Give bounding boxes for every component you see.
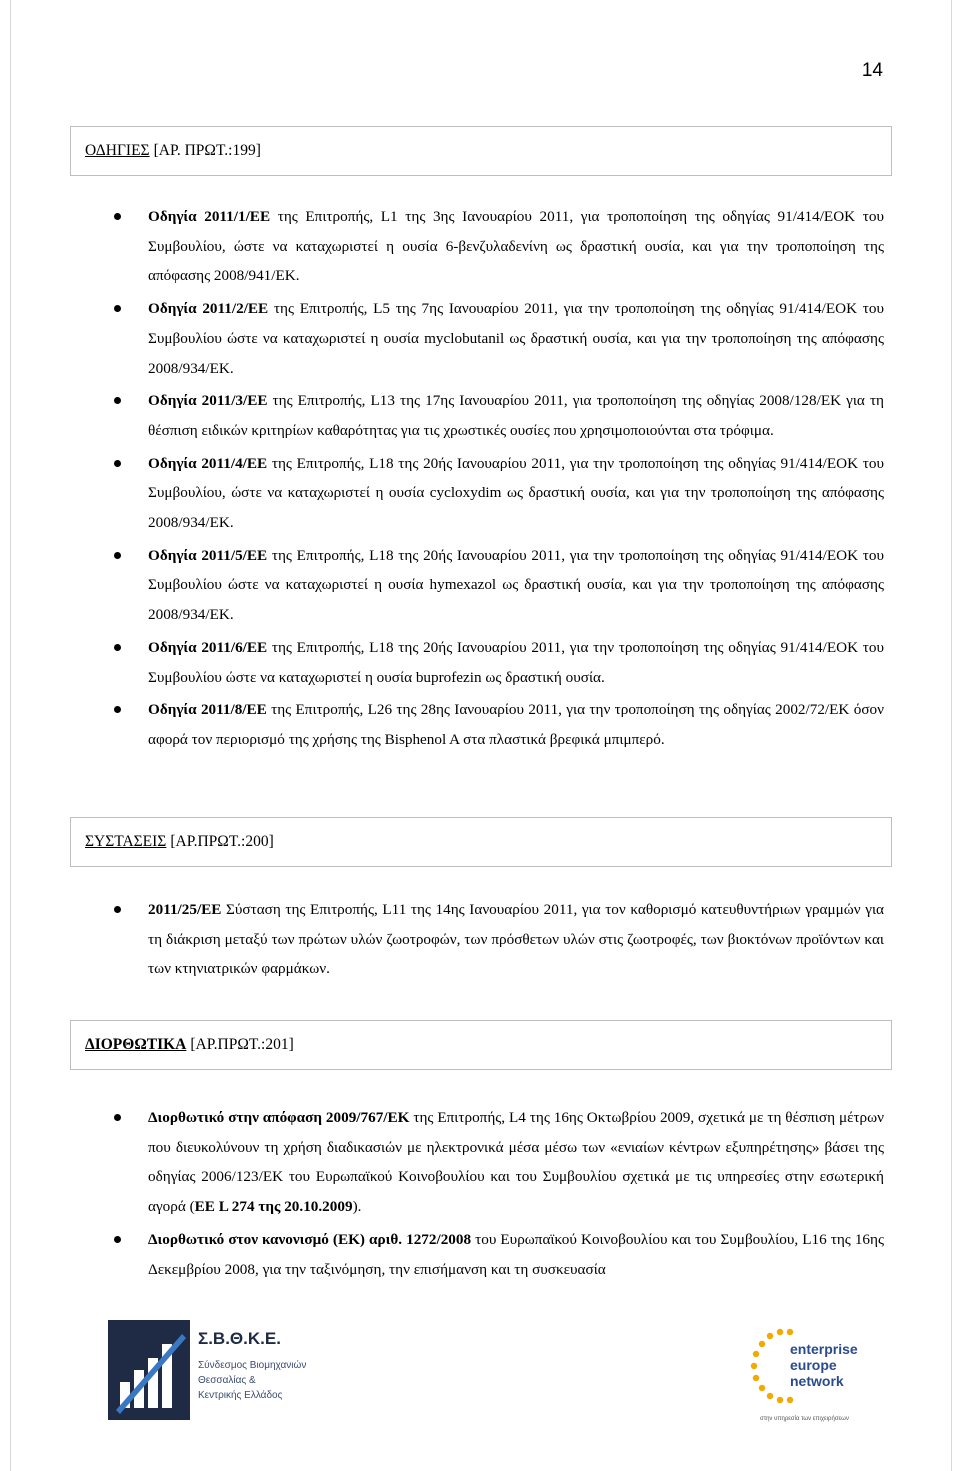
page-number: 14 [861, 60, 883, 81]
list-item: Οδηγία 2011/4/ΕΕ της Επιτροπής, L18 της 20ής Ιανουαρίου 2011, για την τροποποίηση της οδηγίας 91/414/ΕΟΚ του Συμβουλίου, ώστε να καταχωριστεί η ουσία cycloxydim ως δραστική ουσία, και για την τροποποίηση της απόφασης 2008/934/ΕΚ. [112, 449, 884, 538]
section-title: ΟΔΗΓΙΕΣ [85, 142, 150, 159]
corrigenda-list [112, 1103, 884, 1287]
recommendations-list [112, 895, 884, 987]
list-item: Διορθωτικό στον κανονισμό (ΕΚ) αριθ. 1272/2008 του Ευρωπαϊκού Κοινοβουλίου και του Συμβουλίου, L16 της 16ης Δεκεμβρίου 2008, για την ταξινόμηση, την επισήμανση και τη συσκευασία [112, 1225, 884, 1284]
directives-list [112, 202, 884, 758]
list-item: Διορθωτικό στην απόφαση 2009/767/ΕΚ της Επιτροπής, L4 της 16ης Οκτωβρίου 2009, σχετικά με τη θέσπιση μέτρων που διευκολύνουν τη χρήση διαδικασιών με ηλεκτρονικά μέσα μέσω των «ενιαίων κέντρων εξυπηρέτησης» βάσει της οδηγίας 2006/123/ΕΚ του Ευρωπαϊκού Κοινοβουλίου και του Συμβουλίου σχετικά με τις υπηρεσίες στην εσωτερική αγορά (ΕΕ L 274 της 20.10.2009). [112, 1103, 884, 1222]
list-item: Οδηγία 2011/3/ΕΕ της Επιτροπής, L13 της 17ης Ιανουαρίου 2011, για τροποποίηση της οδηγίας 2008/128/ΕΚ για τη θέσπιση ειδικών κριτηρίων καθαρότητας για τις χρωστικές ουσίες που χρησιμοποιούνται στα τρόφιμα. [112, 386, 884, 445]
list-item: Οδηγία 2011/5/ΕΕ της Επιτροπής, L18 της 20ής Ιανουαρίου 2011, για την τροποποίηση της οδηγίας 91/414/ΕΟΚ του Συμβουλίου ώστε να καταχωριστεί η ουσία hymexazol ως δραστική ουσία, και για την τροποποίηση της απόφασης 2008/934/ΕΚ. [112, 541, 884, 630]
list-item: Οδηγία 2011/1/ΕΕ της Επιτροπής, L1 της 3ης Ιανουαρίου 2011, για τροποποίηση της οδηγίας 91/414/ΕΟΚ του Συμβουλίου, ώστε να καταχωριστεί η ουσία 6-βενζυλαδενίνη ως δραστική ουσία, και για την τροποποίηση της απόφασης 2008/941/ΕΚ. [112, 202, 884, 291]
list-item: Οδηγία 2011/6/ΕΕ της Επιτροπής, L18 της 20ής Ιανουαρίου 2011, για την τροποποίηση της οδηγίας 91/414/ΕΟΚ του Συμβουλίου ώστε να καταχωριστεί η ουσία buprofezin ως δραστική ουσία. [112, 633, 884, 692]
section-ref: [ΑΡ.ΠΡΩΤ.:200] [170, 833, 274, 850]
svg-text:network: network [790, 1373, 844, 1389]
section-heading-recommendations [70, 817, 892, 867]
enterprise-europe-network-logo [740, 1316, 900, 1428]
svg-text:Κεντρικής Ελλάδος: Κεντρικής Ελλάδος [198, 1390, 283, 1401]
section-ref: [ΑΡ.ΠΡΩΤ.:201] [190, 1036, 294, 1053]
section-heading-directives [70, 126, 892, 176]
section-title: ΔΙΟΡΘΩΤΙΚΑ [85, 1036, 187, 1053]
svg-text:στην υπηρεσία των επιχειρήσεων: στην υπηρεσία των επιχειρήσεων [760, 1416, 849, 1422]
sbthke-logo [108, 1320, 323, 1420]
section-title: ΣΥΣΤΑΣΕΙΣ [85, 833, 167, 850]
list-item: 2011/25/ΕΕ Σύσταση της Επιτροπής, L11 της 14ης Ιανουαρίου 2011, για τον καθορισμό κατευθυντήριων γραμμών για τη διάκριση μεταξύ των πρώτων υλών ζωοτροφών, των πρόσθετων υλών στις ζωοτροφές, των βιοκτόνων προϊόντων και των κτηνιατρικών φαρμάκων. [112, 895, 884, 984]
svg-text:Σύνδεσμος Βιομηχανιών: Σύνδεσμος Βιομηχανιών [198, 1360, 307, 1371]
list-item: Οδηγία 2011/8/ΕΕ της Επιτροπής, L26 της 28ης Ιανουαρίου 2011, για την τροποποίηση της οδηγίας 2002/72/ΕΚ όσον αφορά τον περιορισμό της χρήσης της Bisphenol A στα πλαστικά βρεφικά μπιμπερό. [112, 695, 884, 754]
svg-text:Θεσσαλίας &: Θεσσαλίας & [198, 1375, 256, 1386]
list-item: Οδηγία 2011/2/ΕΕ της Επιτροπής, L5 της 7ης Ιανουαρίου 2011, για την τροποποίηση της οδηγίας 91/414/ΕΟΚ του Συμβουλίου ώστε να καταχωριστεί η ουσία myclobutanil ως δραστική ουσία, και για την τροποποίηση της απόφασης 2008/934/ΕΚ. [112, 294, 884, 383]
svg-text:enterprise: enterprise [790, 1341, 858, 1357]
svg-text:Σ.Β.Θ.Κ.Ε.: Σ.Β.Θ.Κ.Ε. [198, 1329, 281, 1348]
section-ref: [ΑΡ. ΠΡΩΤ.:199] [153, 142, 261, 159]
section-heading-corrigenda [70, 1020, 892, 1070]
svg-text:europe: europe [790, 1357, 837, 1373]
